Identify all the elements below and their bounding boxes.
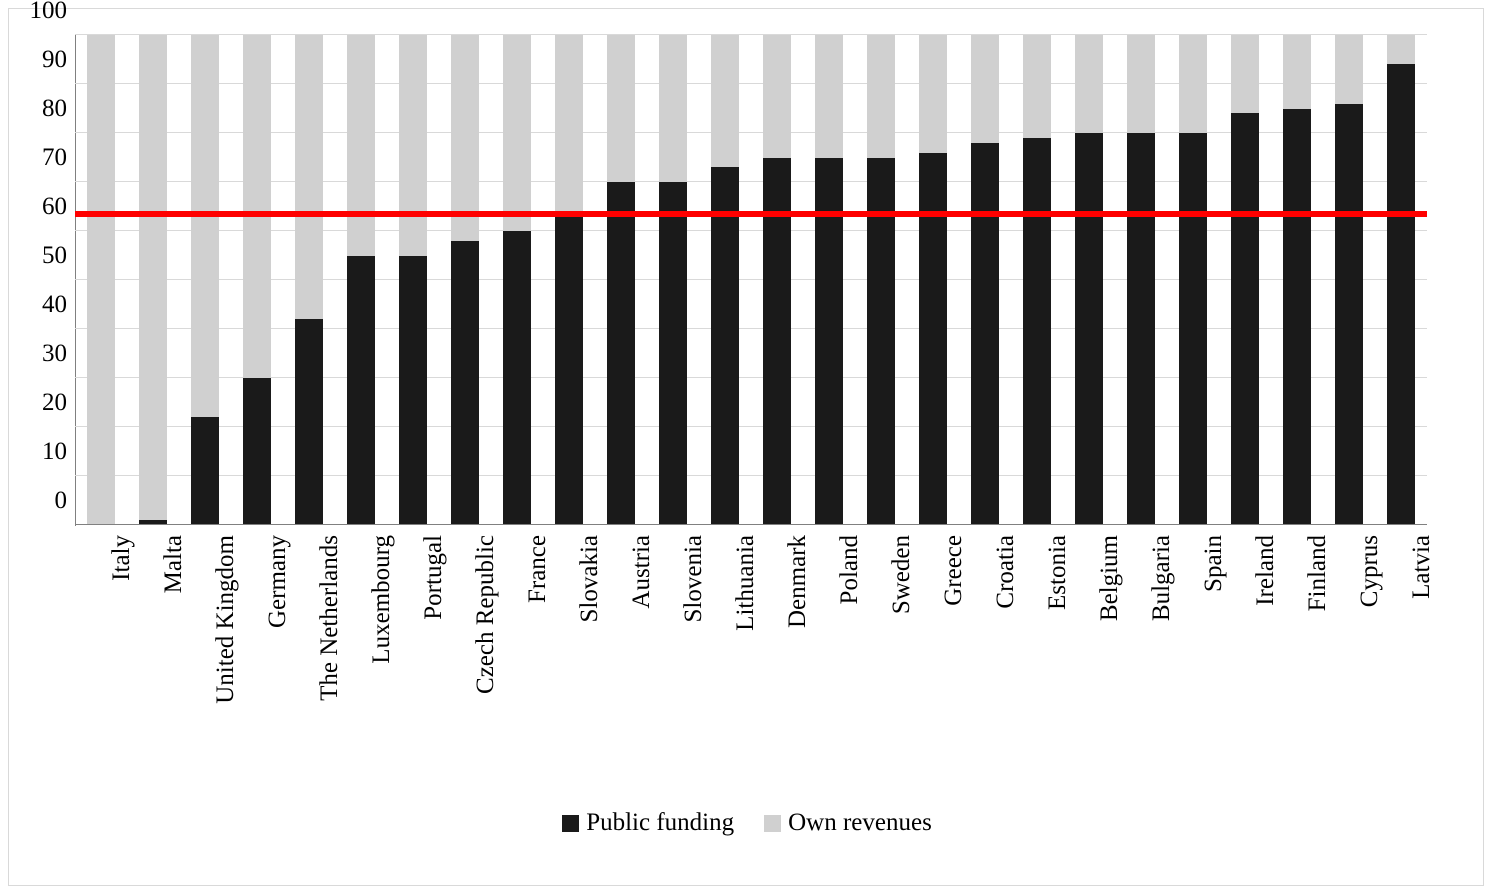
chart-frame <box>8 0 1484 886</box>
bar-slot <box>595 35 647 525</box>
bar-segment-public-funding[interactable] <box>503 231 531 525</box>
bar-segment-own-revenues[interactable] <box>87 35 115 525</box>
y-axis-tick-label: 100 <box>29 0 67 24</box>
average-threshold-line <box>75 211 1427 217</box>
bar-stack[interactable] <box>503 35 531 525</box>
y-axis-tick-label: 30 <box>42 340 67 367</box>
bar-stack[interactable] <box>139 35 167 525</box>
bar-segment-public-funding[interactable] <box>1231 113 1259 525</box>
x-axis-tick-slot <box>439 531 499 781</box>
x-axis-tick-slot <box>595 531 655 781</box>
bar-stack[interactable] <box>243 35 271 525</box>
x-axis-tick-slot <box>127 531 187 781</box>
bar-segment-public-funding[interactable] <box>971 143 999 525</box>
bar-stack[interactable] <box>971 35 999 525</box>
bar-segment-public-funding[interactable] <box>347 256 375 526</box>
x-axis-tick-label: Croatia <box>992 535 1019 609</box>
bar-slot <box>127 35 179 525</box>
x-axis-tick-label: Poland <box>836 535 863 605</box>
x-axis-tick-label: Bulgaria <box>1148 535 1175 622</box>
bar-segment-public-funding[interactable] <box>1127 133 1155 525</box>
bar-stack[interactable] <box>607 35 635 525</box>
bar-segment-public-funding[interactable] <box>451 241 479 525</box>
y-axis-tick-label: 80 <box>42 95 67 122</box>
bar-slot <box>855 35 907 525</box>
x-axis-tick-slot <box>335 531 395 781</box>
bar-slot <box>699 35 751 525</box>
bar-segment-public-funding[interactable] <box>1335 104 1363 525</box>
bar-segment-public-funding[interactable] <box>1283 109 1311 526</box>
x-axis-tick-label: Czech Republic <box>472 535 499 694</box>
x-axis-tick-label: Italy <box>108 535 135 581</box>
x-axis-tick-label: Slovenia <box>680 535 707 623</box>
x-axis-tick-slot <box>231 531 291 781</box>
bar-segment-public-funding[interactable] <box>1179 133 1207 525</box>
bar-stack[interactable] <box>555 35 583 525</box>
bar-slot <box>1115 35 1167 525</box>
bar-slot <box>283 35 335 525</box>
y-axis-tick-label: 10 <box>42 438 67 465</box>
bar-stack[interactable] <box>1179 35 1207 525</box>
bar-slot <box>1271 35 1323 525</box>
y-axis-tick-label: 0 <box>54 487 67 514</box>
bar-stack[interactable] <box>1231 35 1259 525</box>
bar-series-group <box>75 35 1427 525</box>
bar-slot <box>959 35 1011 525</box>
bar-segment-public-funding[interactable] <box>243 378 271 525</box>
bar-segment-public-funding[interactable] <box>191 417 219 525</box>
y-axis-tick-label: 60 <box>42 193 67 220</box>
x-axis-tick-slot <box>855 531 915 781</box>
x-axis-tick-label: Lithuania <box>732 535 759 631</box>
bar-segment-public-funding[interactable] <box>1023 138 1051 525</box>
bar-slot <box>543 35 595 525</box>
bar-slot <box>387 35 439 525</box>
x-axis-tick-label: Greece <box>940 535 967 606</box>
x-axis-tick-label: Slovakia <box>576 535 603 623</box>
bar-stack[interactable] <box>1387 35 1415 525</box>
bar-slot <box>1011 35 1063 525</box>
x-axis-tick-label: Finland <box>1304 535 1331 612</box>
bar-slot <box>1323 35 1375 525</box>
bar-slot <box>1063 35 1115 525</box>
x-axis-tick-slot <box>699 531 759 781</box>
legend-label: Own revenues <box>788 809 932 836</box>
x-axis-tick-label: France <box>524 535 551 604</box>
bar-stack[interactable] <box>191 35 219 525</box>
x-axis-tick-label: Estonia <box>1044 535 1071 610</box>
bar-stack[interactable] <box>867 35 895 525</box>
x-axis-tick-label: Malta <box>160 535 187 594</box>
bar-slot <box>491 35 543 525</box>
x-axis-tick-slot <box>959 531 1019 781</box>
bar-segment-public-funding[interactable] <box>555 216 583 525</box>
x-axis-tick-label: Belgium <box>1096 535 1123 622</box>
bar-stack[interactable] <box>87 35 115 525</box>
plot-area <box>75 35 1427 525</box>
bar-segment-public-funding[interactable] <box>919 153 947 525</box>
bar-segment-own-revenues[interactable] <box>139 35 167 525</box>
x-axis-tick-slot <box>1063 531 1123 781</box>
bar-stack[interactable] <box>451 35 479 525</box>
bar-slot <box>647 35 699 525</box>
x-axis-tick-slot <box>491 531 551 781</box>
bar-stack[interactable] <box>919 35 947 525</box>
x-axis-labels <box>75 531 1435 781</box>
bar-slot <box>1167 35 1219 525</box>
x-axis-tick-slot <box>179 531 239 781</box>
legend-label: Public funding <box>586 809 735 836</box>
legend-item[interactable] <box>764 809 932 837</box>
bar-segment-public-funding[interactable] <box>659 182 687 525</box>
y-axis-tick-label: 20 <box>42 389 67 416</box>
bar-stack[interactable] <box>711 35 739 525</box>
bar-slot <box>1375 35 1427 525</box>
x-axis-tick-slot <box>1167 531 1227 781</box>
legend-swatch-icon <box>562 815 579 832</box>
x-axis-tick-slot <box>907 531 967 781</box>
x-axis-tick-label: United Kingdom <box>212 535 239 704</box>
x-axis-tick-label: Luxembourg <box>368 535 395 664</box>
bar-stack[interactable] <box>1075 35 1103 525</box>
bar-slot <box>751 35 803 525</box>
y-axis-tick-label: 40 <box>42 291 67 318</box>
x-axis-tick-slot <box>1271 531 1331 781</box>
x-axis-tick-label: Ireland <box>1252 535 1279 606</box>
bar-stack[interactable] <box>1283 35 1311 525</box>
bar-slot <box>75 35 127 525</box>
bar-stack[interactable] <box>1335 35 1363 525</box>
x-axis-line <box>75 524 1427 525</box>
x-axis-tick-slot <box>1323 531 1383 781</box>
bar-slot <box>803 35 855 525</box>
x-axis-tick-label: Denmark <box>784 535 811 629</box>
y-axis-labels <box>9 0 67 526</box>
x-axis-tick-slot <box>1375 531 1435 781</box>
x-axis-tick-label: Germany <box>264 535 291 629</box>
bar-segment-public-funding[interactable] <box>1387 64 1415 525</box>
bar-stack[interactable] <box>1023 35 1051 525</box>
x-axis-tick-slot <box>1115 531 1175 781</box>
x-axis-tick-label: Austria <box>628 535 655 609</box>
bar-stack[interactable] <box>347 35 375 525</box>
x-axis-tick-slot <box>1219 531 1279 781</box>
bar-slot <box>1219 35 1271 525</box>
bar-slot <box>179 35 231 525</box>
bar-slot <box>907 35 959 525</box>
bar-stack[interactable] <box>1127 35 1155 525</box>
bar-segment-public-funding[interactable] <box>607 182 635 525</box>
bar-segment-public-funding[interactable] <box>711 167 739 525</box>
bar-stack[interactable] <box>295 35 323 525</box>
bar-segment-public-funding[interactable] <box>295 319 323 525</box>
x-axis-tick-slot <box>543 531 603 781</box>
x-axis-tick-slot <box>1011 531 1071 781</box>
x-axis-tick-slot <box>387 531 447 781</box>
legend-swatch-icon <box>764 815 781 832</box>
x-axis-tick-slot <box>803 531 863 781</box>
bar-slot <box>231 35 283 525</box>
x-axis-tick-slot <box>647 531 707 781</box>
x-axis-tick-label: The Netherlands <box>316 535 343 701</box>
bar-slot <box>439 35 491 525</box>
y-axis-tick-label: 90 <box>42 46 67 73</box>
bar-segment-public-funding[interactable] <box>399 256 427 526</box>
x-axis-tick-label: Sweden <box>888 535 915 615</box>
x-axis-tick-slot <box>75 531 135 781</box>
x-axis-tick-slot <box>283 531 343 781</box>
bar-stack[interactable] <box>763 35 791 525</box>
bar-slot <box>335 35 387 525</box>
bar-stack[interactable] <box>815 35 843 525</box>
y-axis-tick-label: 50 <box>42 242 67 269</box>
y-axis-tick-label: 70 <box>42 144 67 171</box>
legend-item[interactable] <box>562 809 734 837</box>
x-axis-tick-label: Spain <box>1200 535 1227 592</box>
bar-stack[interactable] <box>659 35 687 525</box>
bar-segment-public-funding[interactable] <box>1075 133 1103 525</box>
x-axis-tick-label: Portugal <box>420 535 447 620</box>
x-axis-tick-label: Cyprus <box>1356 535 1383 608</box>
x-axis-tick-slot <box>751 531 811 781</box>
bar-stack[interactable] <box>399 35 427 525</box>
chart-legend <box>9 809 1485 837</box>
x-axis-tick-label: Latvia <box>1408 535 1435 599</box>
